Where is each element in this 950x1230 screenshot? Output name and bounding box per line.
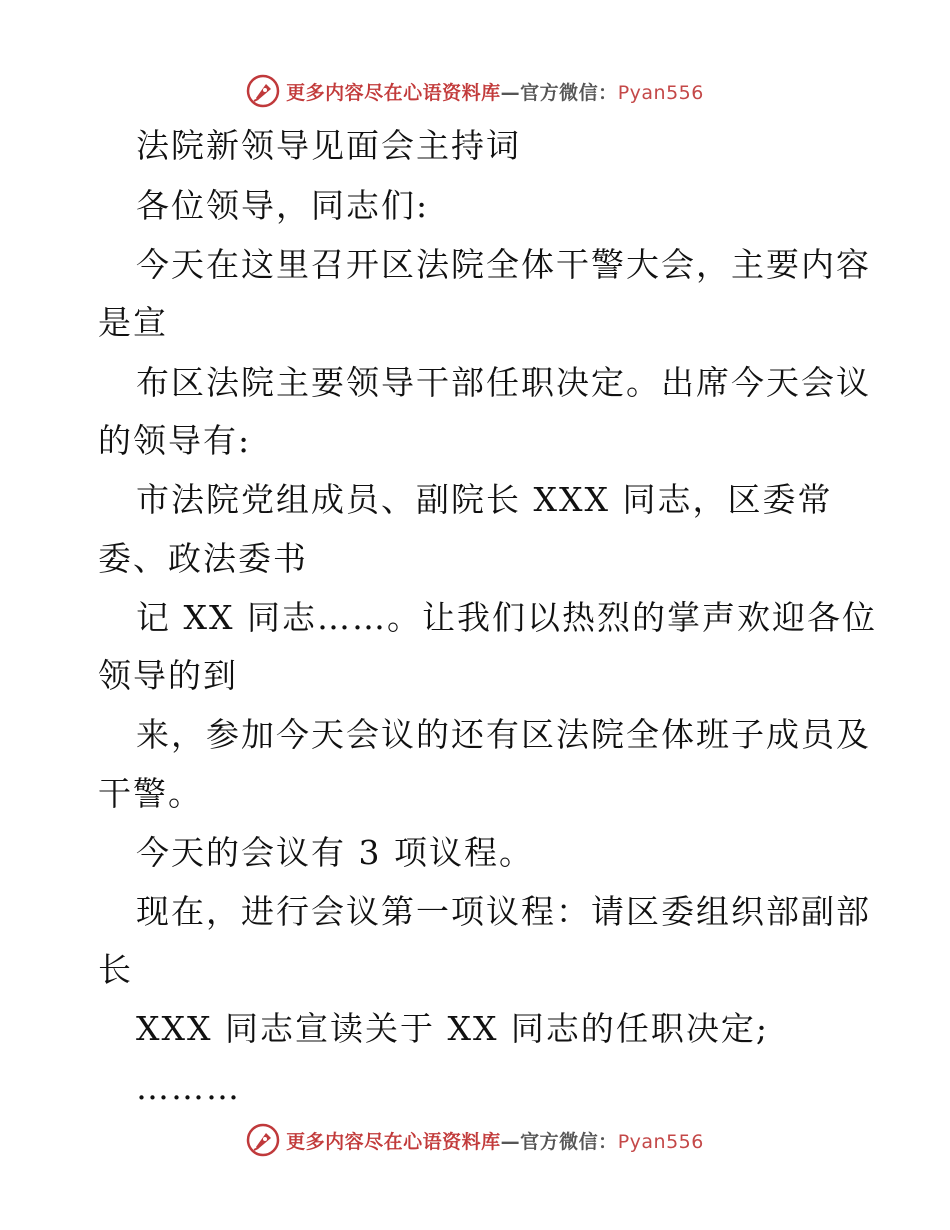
paragraph-line: 市法院党组成员、副院长 XXX 同志，区委常 — [136, 480, 833, 519]
document-title: 法院新领导见面会主持词 — [136, 126, 521, 165]
salutation: 各位领导，同志们: — [136, 186, 430, 225]
paragraph-line: 今天的会议有 3 项议程。 — [136, 833, 534, 872]
paragraph-line: 现在，进行会议第一项议程：请区委组织部副部 — [136, 892, 871, 931]
watermark-text: 更多内容尽在心语资料库—官方微信：Pyan556 — [286, 81, 704, 104]
watermark-text: 更多内容尽在心语资料库—官方微信：Pyan556 — [286, 1130, 704, 1153]
footer-watermark — [0, 1120, 950, 1160]
pen-nib-logo-icon — [246, 74, 280, 108]
header-watermark — [0, 71, 950, 111]
pen-nib-logo-icon — [246, 1123, 280, 1157]
paragraph-line: 委、政法委书 — [98, 539, 308, 578]
paragraph-line: 来，参加今天会议的还有区法院全体班子成员及 — [136, 715, 871, 754]
paragraph-line: 长 — [98, 950, 133, 989]
paragraph-line: XXX 同志宣读关于 XX 同志的任职决定; — [136, 1009, 770, 1048]
ellipsis-line: ……… — [136, 1068, 241, 1107]
paragraph-line: 记 XX 同志……。让我们以热烈的掌声欢迎各位 — [136, 598, 877, 637]
paragraph-line: 今天在这里召开区法院全体干警大会，主要内容 — [136, 245, 871, 284]
paragraph-line: 干警。 — [98, 774, 203, 813]
paragraph-line: 的领导有: — [98, 421, 252, 460]
paragraph-line: 布区法院主要领导干部任职决定。出席今天会议 — [136, 363, 871, 402]
paragraph-line: 是宣 — [98, 303, 168, 342]
paragraph-line: 领导的到 — [98, 656, 238, 695]
